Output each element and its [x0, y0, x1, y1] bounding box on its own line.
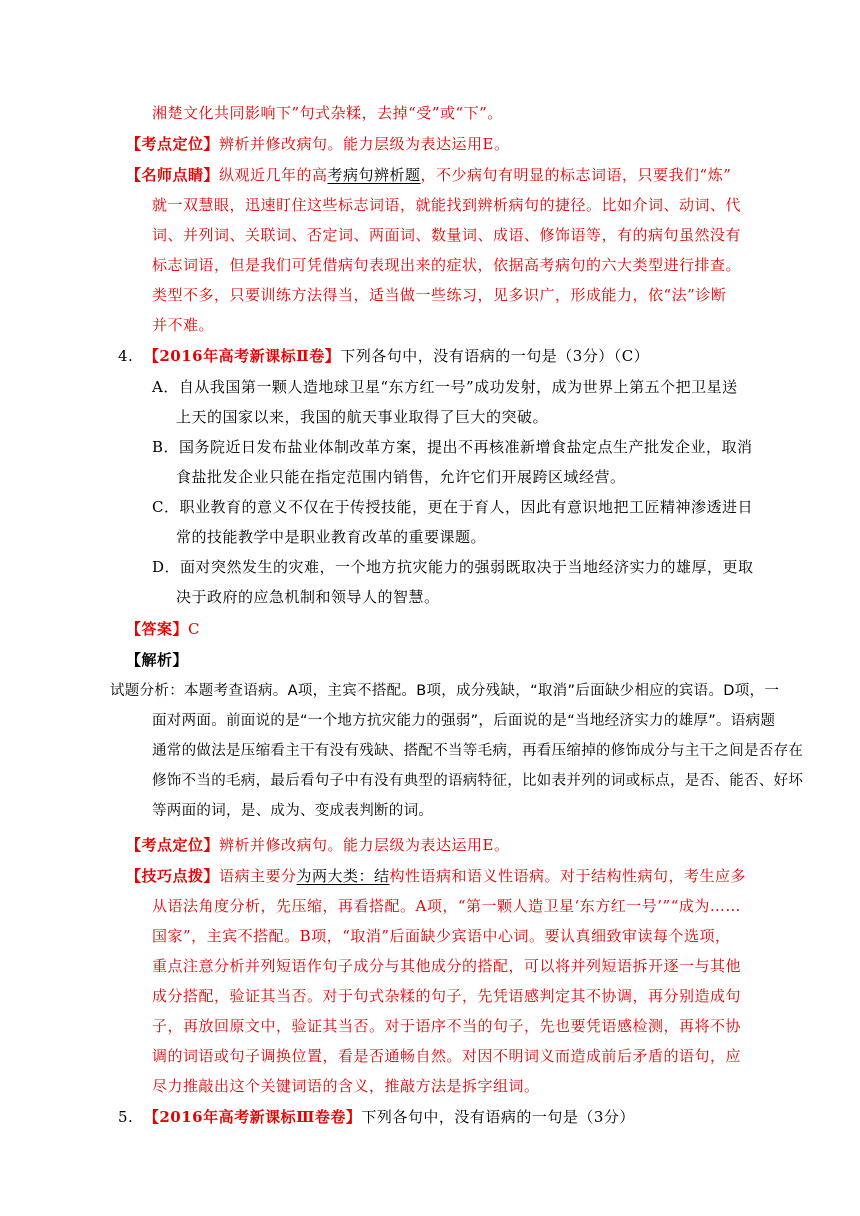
tips-line-1: 【技巧点拨】语病主要分为两大类：结构性语病和语义性语病。对于结构性病句，考生应多	[126, 867, 747, 885]
answer	[126, 614, 200, 645]
option-c-line-1: C．职业教育的意义不仅在于传授技能，更在于育人，因此有意识地把工匠精神渗透进日	[152, 498, 753, 516]
exam-point-2: 【考点定位】辨析并修改病句。能力层级为表达运用E。	[126, 836, 510, 854]
tips-line-6: 子，再放回原文中，验证其当否。对于语序不当的句子，先也要凭语感检测，再将不协	[152, 1017, 742, 1035]
analysis-line-2: 面对两面。前面说的是“一个地方抗灾能力的强弱”，后面说的是“当地经济实力的雄厚”。语病题	[152, 713, 776, 729]
teacher-insight-line-2: 就一双慧眼，迅速盯住这些标志词语，就能找到辨析病句的捷径。比如介词、动词、代	[152, 196, 742, 214]
continuation-line: 湘楚文化共同影响下”句式杂糅，去掉“受”或“下”。	[152, 104, 503, 122]
question-source: 【2016年高考新课标Ⅲ卷卷】	[143, 1108, 362, 1126]
option-b-line-2: 食盐批发企业只能在指定范围内销售，允许它们开展跨区域经营。	[176, 468, 626, 486]
answer-tag: 【答案】	[126, 620, 189, 638]
teacher-insight-line-3: 词、并列词、关联词、否定词、两面词、数量词、成语、修饰语等，有的病句虽然没有	[152, 226, 742, 244]
analysis-line-4: 修饰不当的毛病，最后看句子中有没有典型的语病特征，比如表并列的词或标点，是否、能否、好坏	[152, 773, 804, 789]
question-5-stem: 5. 【2016年高考新课标Ⅲ卷卷】下列各句中，没有语病的一句是（3分）	[118, 1108, 635, 1126]
tips-line-3: 国家”，主宾不搭配。B项，“取消”后面缺少宾语中心词。要认真细致审读每个选项，	[152, 927, 731, 945]
analysis-tag: 【解析】	[126, 651, 189, 669]
teacher-insight-tag: 【名师点睛】	[126, 166, 220, 184]
option-b-line-1: B．国务院近日发布盐业体制改革方案，提出不再核准新增食盐定点生产批发企业，取消	[152, 438, 753, 456]
underlined-term: 为两大类：结	[296, 867, 390, 885]
question-source: 【2016年高考新课标Ⅱ卷】	[143, 347, 341, 365]
option-d-line-1: D．面对突然发生的灾难，一个地方抗灾能力的强弱既取决于当地经济实力的雄厚，更取	[152, 558, 754, 576]
option-a-line-1: A．自从我国第一颗人造地球卫星“东方红一号”成功发射，成为世界上第五个把卫星送	[152, 378, 738, 396]
option-d-line-2: 决于政府的应急机制和领导人的智慧。	[176, 588, 440, 606]
question-number: 5.	[118, 1108, 134, 1126]
teacher-insight-line-6: 并不难。	[152, 316, 215, 334]
tips-tag: 【技巧点拨】	[126, 867, 220, 885]
exam-point-tag: 【考点定位】	[126, 135, 220, 153]
option-c-line-2: 常的技能教学中是职业教育改革的重要课题。	[176, 528, 487, 546]
tips-line-7: 调的词语或句子调换位置，看是否通畅自然。对因不明词义而造成前后矛盾的语句，应	[152, 1047, 742, 1065]
exam-point-1: 【考点定位】辨析并修改病句。能力层级为表达运用E。	[126, 135, 510, 153]
option-a-line-2: 上天的国家以来，我国的航天事业取得了巨大的突破。	[176, 408, 549, 426]
tips-line-2: 从语法角度分析，先压缩，再看搭配。A项，“第一颗人造卫星‘东方红一号’”“成为……	[152, 897, 741, 915]
exam-point-tag: 【考点定位】	[126, 836, 220, 854]
analysis-line-1: 试题分析：本题考查语病。A项，主宾不搭配。B项，成分残缺，“取消”后面缺少相应的宾语。D项，一	[110, 683, 780, 699]
tips-line-4: 重点注意分析并列短语作句子成分与其他成分的搭配，可以将并列短语拆开逐一与其他	[152, 957, 742, 975]
analysis-line-5: 等两面的词，是、成为、变成表判断的词。	[152, 803, 434, 819]
answer-value: C	[188, 620, 200, 638]
tips-line-5: 成分搭配，验证其当否。对于句式杂糅的句子，先凭语感判定其不协调，再分别造成句	[152, 987, 742, 1005]
teacher-insight-line-5: 类型不多，只要训练方法得当，适当做一些练习，见多识广，形成能力，依“法”诊断	[152, 286, 727, 304]
teacher-insight-line-1: 【名师点睛】纵观近几年的高考病句辨析题，不少病句有明显的标志词语，只要我们“炼”	[126, 166, 732, 184]
question-4-stem: 4. 【2016年高考新课标Ⅱ卷】下列各句中，没有语病的一句是（3分）（C）	[118, 347, 650, 365]
tips-line-8: 尽力推敲出这个关键词语的含义，推敲方法是拆字组词。	[152, 1077, 540, 1095]
underlined-term: 考病句辨析题	[327, 166, 421, 184]
teacher-insight-line-4: 标志词语，但是我们可凭借病句表现出来的症状，依据高考病句的六大类型进行排查。	[152, 256, 742, 274]
analysis-line-3: 通常的做法是压缩看主干有没有残缺、搭配不当等毛病，再看压缩掉的修饰成分与主干之间是否存在	[152, 743, 804, 759]
question-number: 4.	[118, 347, 134, 365]
